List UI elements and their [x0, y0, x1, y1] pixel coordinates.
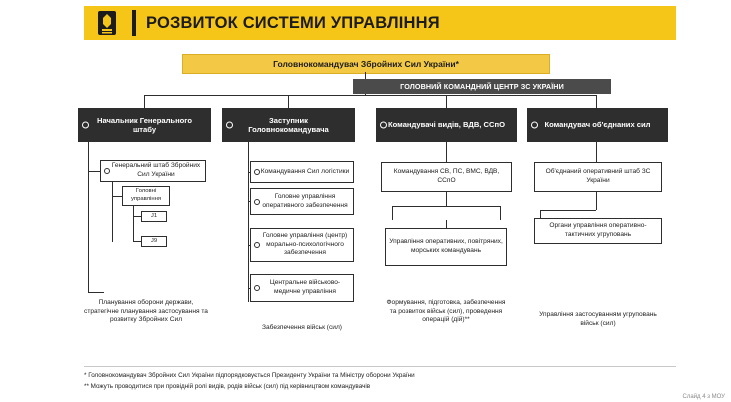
connector-col2-drop — [288, 95, 289, 108]
connector-col4-drop — [596, 95, 597, 108]
bullet-dot-icon — [254, 242, 260, 248]
bullet-dot-icon — [226, 122, 233, 129]
item-label: Командування Сил логістики — [260, 167, 350, 175]
connector-col3-right — [500, 206, 501, 220]
item-label: Управління оперативних, повітряних, морських командувань — [389, 238, 503, 254]
page-title: РОЗВИТОК СИСТЕМИ УПРАВЛІННЯ — [146, 13, 440, 32]
connector-col1-j9 — [133, 241, 141, 242]
column-header-deputy-commander[interactable] — [222, 108, 355, 142]
col2-item-logistics-command[interactable] — [250, 161, 354, 183]
connector-col3-mid — [446, 192, 447, 206]
col4-summary — [533, 305, 663, 335]
summary-label: Планування оборони держави, стратегічне планування застосування та розвитку Збройних Сил — [84, 298, 208, 324]
connector-center-stub — [365, 94, 366, 95]
item-label: Головне управління (центр) морально-психологічного забезпечення — [262, 232, 348, 257]
col3-item-service-commands[interactable] — [381, 162, 512, 192]
connector-col3-to-item2 — [446, 220, 447, 228]
summary-label: Забезпечення військ (сил) — [261, 323, 343, 331]
col1-item-main-directorates[interactable] — [122, 186, 170, 206]
column-header-label: Начальник Генерального штабу — [96, 115, 193, 134]
connector-col3-bus — [392, 206, 500, 207]
column-header-label: Заступник Головнокомандувача — [248, 115, 329, 134]
connector-col1-item1 — [88, 171, 100, 172]
connector-col4-left — [540, 210, 541, 218]
connector-col2-spine — [248, 142, 249, 302]
item-label: Головні управління — [130, 188, 162, 202]
col3-item-operational-commands[interactable] — [385, 228, 507, 266]
bullet-dot-icon — [254, 285, 260, 291]
summary-label: Управління застосуванням угруповань військ (сил) — [539, 311, 657, 327]
col2-item-moral-psychological-support[interactable] — [250, 228, 354, 262]
item-label: Органи управління оперативно-тактичних угруповань — [549, 222, 647, 238]
connector-col3-drop — [446, 95, 447, 108]
item-label: Головне управління оперативного забезпечення — [262, 192, 348, 209]
connector-bus-top — [144, 95, 596, 96]
col4-item-joint-operational-staff[interactable] — [534, 162, 662, 192]
item-label: J9 — [150, 237, 158, 244]
connector-col1-j1 — [133, 216, 141, 217]
connector-col3-drop2 — [446, 142, 447, 162]
bullet-dot-icon — [254, 199, 260, 205]
connector-col1-spine — [88, 142, 89, 292]
column-header-service-commanders[interactable] — [376, 108, 517, 142]
bullet-dot-icon — [380, 122, 387, 129]
bullet-dot-icon — [254, 169, 260, 175]
connector-col1-sub-spine — [112, 182, 113, 242]
col2-item-central-medical-directorate[interactable] — [250, 274, 354, 302]
bullet-dot-icon — [531, 122, 538, 129]
tryzub-emblem-icon — [88, 8, 126, 38]
col1-item-general-staff[interactable] — [100, 160, 206, 182]
col1-item-j9[interactable] — [141, 236, 167, 247]
main-command-center-box: ГОЛОВНИЙ КОМАНДНИЙ ЦЕНТР ЗС УКРАЇНИ — [353, 79, 611, 94]
item-label: Генеральний штаб Збройних Сил України — [111, 162, 201, 178]
col2-summary — [244, 314, 360, 342]
footnote-1: * Головнокомандувач Збройних Сил України підпорядковується Президенту України та Міністру оборони України — [84, 372, 415, 379]
connector-col1-j-spine — [133, 206, 134, 242]
connector-col4-mid — [596, 192, 597, 210]
bullet-dot-icon — [104, 168, 110, 174]
header-divider — [132, 10, 136, 36]
slide-header — [84, 6, 676, 40]
connector-cic-down — [365, 72, 366, 79]
col2-item-operational-support[interactable] — [250, 188, 354, 215]
item-label: Центральне військово-медичне управління — [269, 279, 341, 295]
item-label: Командування СВ, ПС, ВМС, ВДВ, ССпО — [393, 168, 500, 184]
column-header-joint-forces-commander[interactable] — [527, 108, 668, 142]
connector-col1-drop — [144, 95, 145, 108]
commander-in-chief-box: Головнокомандувач Збройних Сил України* — [182, 54, 550, 74]
item-label: Об'єднаний оперативний штаб ЗС України — [545, 168, 651, 184]
col1-summary — [82, 286, 210, 338]
item-label: J1 — [150, 212, 158, 219]
col3-summary — [383, 290, 509, 334]
bullet-dot-icon — [82, 122, 89, 129]
connector-col4-drop2 — [596, 142, 597, 162]
footnote-divider — [84, 366, 676, 367]
connector-col3-left — [392, 206, 393, 220]
col1-item-j1[interactable] — [141, 211, 167, 222]
connector-col4-bus — [540, 210, 596, 211]
footnote-2: ** Можуть проводитися при провідній ролі видів, родів військ (сил) під керівництвом командувачів — [84, 383, 371, 390]
column-header-label: Командувачі видів, ВДВ, ССпО — [388, 120, 505, 130]
column-header-label: Командувач об'єднаних сил — [544, 120, 651, 130]
column-header-chief-of-general-staff[interactable] — [78, 108, 211, 142]
summary-label: Формування, підготовка, забезпечення та розвиток військ (сил), проведення операцій (дій)** — [386, 298, 506, 324]
col4-item-operational-tactical-groups[interactable] — [534, 218, 662, 244]
slide-credit: Слайд 4 з МОУ — [682, 394, 725, 400]
connector-col1-sub1 — [112, 196, 122, 197]
